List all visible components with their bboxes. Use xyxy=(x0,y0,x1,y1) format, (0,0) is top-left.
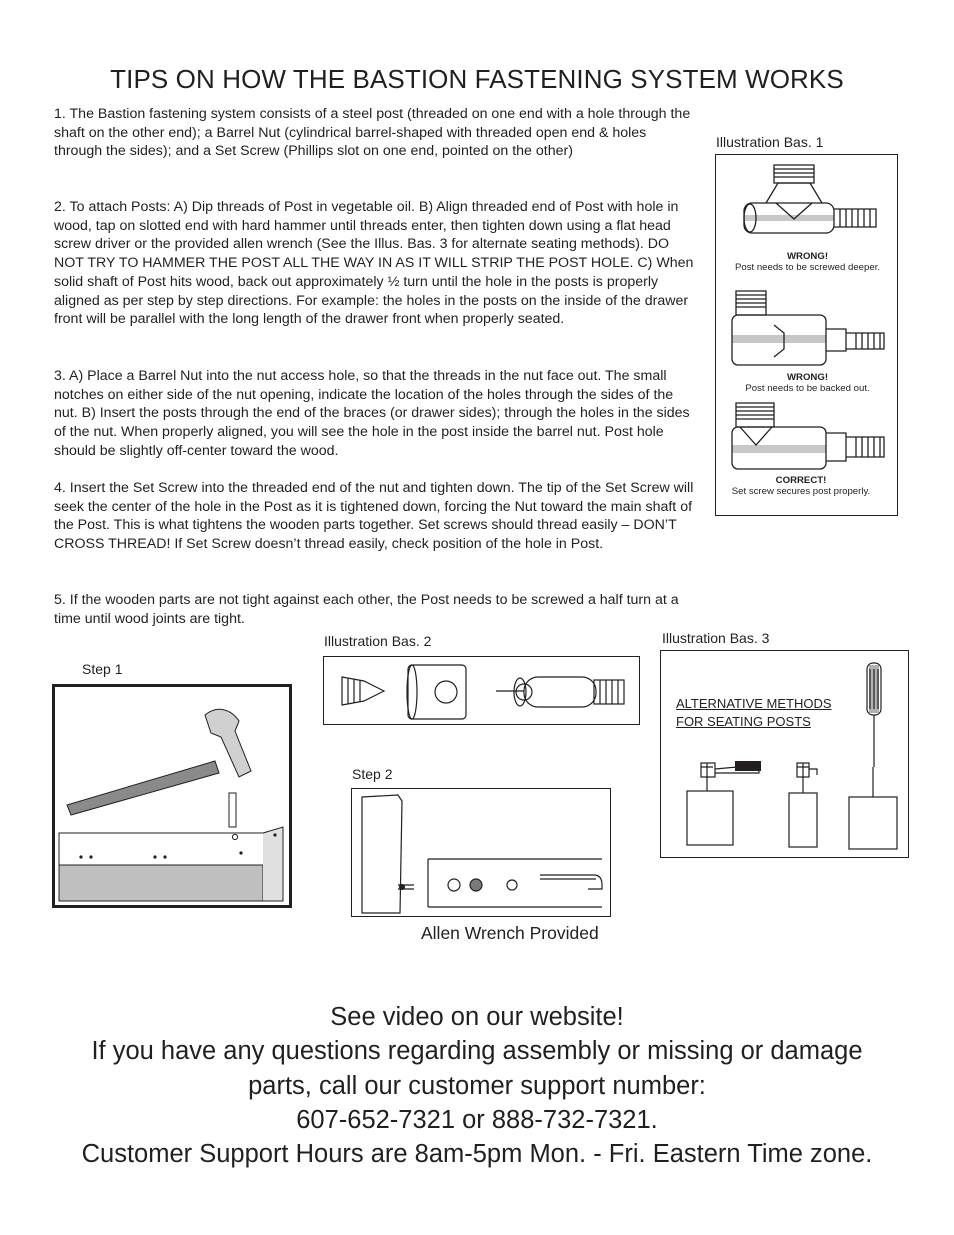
illus2-frame xyxy=(323,656,640,725)
page-title: TIPS ON HOW THE BASTION FASTENING SYSTEM WORKS xyxy=(110,64,844,94)
illus1-note-3 xyxy=(716,475,886,497)
footer-line-phone: 607-652-7321 or 888-732-7321. xyxy=(296,1105,658,1134)
footer-line-hours: Customer Support Hours are 8am-5pm Mon. - Fri. Eastern Time zone. xyxy=(81,1140,873,1169)
step-2-text: 2. To attach Posts: A) Dip threads of Post in vegetable oil. B) Align threaded end of Post with hole in wood, tap on slotted end with hard hammer until threads enter, then tighten down using a flat head screw driver or the provided allen wrench (See the Illus. Bas. 3 for alternate seating methods). DO NOT TRY TO HAMMER THE POST ALL THE WAY IN AS IT WILL STRIP THE POST HOLE. C) When solid shaft of Post hits wood, back out approximately ½ turn until the hole in the posts is properly aligned as per step by step directions. For example: the holes in the posts on the inside of the drawer front will be parallel with the long length of the drawer front when properly seated. xyxy=(54,199,694,328)
step1-frame xyxy=(52,684,292,908)
illus1-note-2-text: Post needs to be backed out. xyxy=(745,383,870,394)
illus1-caption: Illustration Bas. 1 xyxy=(716,134,824,150)
footer-line-questions: If you have any questions regarding assembly or missing or damage xyxy=(91,1037,863,1066)
illus1-post-drawings xyxy=(716,155,899,517)
illus3-frame xyxy=(660,650,909,858)
illus3-methods-drawing xyxy=(661,651,910,859)
step-3-text: 3. A) Place a Barrel Nut into the nut access hole, so that the threads in the nut face out. The small notches on either side of the nut opening, indicate the location of the holes through the sides of the nut. B) Insert the posts through the end of the braces (or drawer sides); through the holes in the sides of the nut. When properly aligned, you will see the hole in the post inside the barrel nut. Post hole should be slightly off-center toward the wood. xyxy=(54,368,690,459)
step2-frame xyxy=(351,788,611,917)
illus1-note-1 xyxy=(716,251,899,273)
illus1-note-3-head: CORRECT! xyxy=(775,475,827,486)
step1-hammer-drawing xyxy=(55,687,289,905)
illus3-caption: Illustration Bas. 3 xyxy=(662,630,770,646)
illus3-heading-line2: FOR SEATING POSTS xyxy=(676,714,811,729)
illus3-heading-line1: ALTERNATIVE METHODS xyxy=(676,696,832,711)
step1-caption: Step 1 xyxy=(82,661,123,677)
step-4-text: 4. Insert the Set Screw into the threaded end of the nut and tighten down. The tip of the Set Screw will seek the center of the hole in the Post as it is tightened down, forcing the Nut toward the main shaft of the Post. This is what tightens the wooden parts together. Set screws should thread easily – DON’T CROSS THREAD! If Set Screw doesn’t thread easily, check position of the hole in Post. xyxy=(54,480,694,553)
illus1-note-1-text: Post needs to be screwed deeper. xyxy=(734,262,881,273)
illus2-caption: Illustration Bas. 2 xyxy=(324,633,432,649)
allen-wrench-note: Allen Wrench Provided xyxy=(421,923,599,943)
step2-assembly-drawing xyxy=(352,789,612,918)
illus1-note-2 xyxy=(716,372,899,394)
step2-caption: Step 2 xyxy=(352,766,393,782)
illus1-frame xyxy=(715,154,898,516)
step-5-text: 5. If the wooden parts are not tight against each other, the Post needs to be screwed a half turn at a time until wood joints are tight. xyxy=(54,592,679,627)
illus1-note-2-head: WRONG! xyxy=(786,372,829,383)
footer-line-video: See video on our website! xyxy=(330,1003,624,1031)
support-footer xyxy=(0,1000,954,1171)
illus2-components-drawing xyxy=(324,657,641,726)
illus1-note-3-text: Set screw secures post properly. xyxy=(731,486,871,497)
footer-line-call: parts, call our customer support number: xyxy=(248,1071,706,1100)
illus1-note-1-head: WRONG! xyxy=(786,251,829,262)
step-1-text: 1. The Bastion fastening system consists of a steel post (threaded on one end with a hole through the shaft on the other end); a Barrel Nut (cylindrical barrel-shaped with threaded open end & holes through the sides); and a Set Screw (Phillips slot on one end, pointed on the other) xyxy=(54,106,691,160)
